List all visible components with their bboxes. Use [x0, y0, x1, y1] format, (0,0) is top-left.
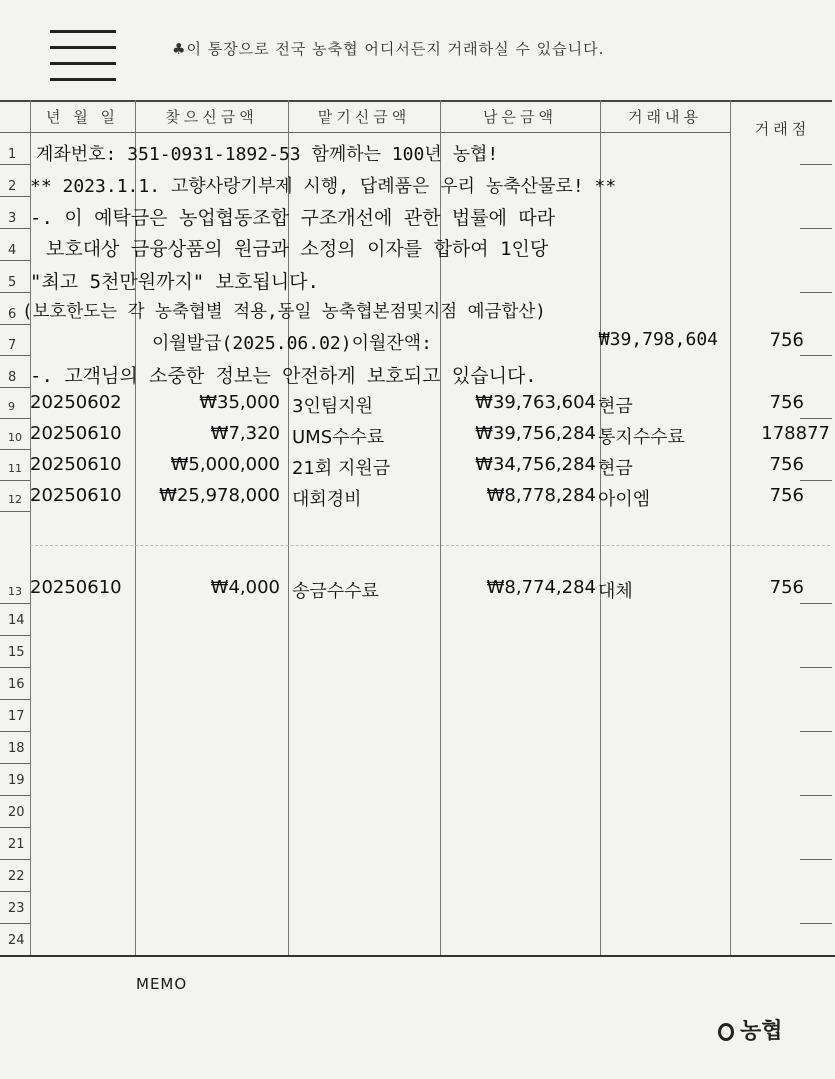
transaction-branch: 756 — [769, 577, 804, 598]
row-number: 4 — [8, 243, 17, 258]
memo-label: MEMO — [136, 975, 188, 993]
row-number: 20 — [8, 805, 25, 820]
row-number: 24 — [8, 933, 25, 948]
column-branch: 거래점 — [754, 120, 811, 138]
page-fold-separator — [30, 545, 830, 546]
transaction-date: 20250610 — [30, 454, 122, 475]
transaction-description: 통지수수료 — [598, 427, 685, 448]
transaction-balance: ₩34,756,284 — [475, 454, 596, 475]
brand-name: 농협 — [740, 1019, 783, 1044]
transaction-withdrawal: ₩7,320 — [210, 423, 280, 444]
row-number: 18 — [8, 741, 25, 756]
notice-line: ** 2023.1.1. 고향사랑기부제 시행, 답례품은 우리 농축산물로! ** — [30, 176, 617, 197]
transaction-withdrawal: ₩35,000 — [199, 392, 280, 413]
transaction-description: 현금 — [598, 458, 633, 479]
transaction-withdrawal: ₩4,000 — [210, 577, 280, 598]
account-number-line: 계좌번호: 351-0931-1892-53 함께하는 100년 농협! — [36, 144, 499, 165]
row-number: 5 — [8, 275, 17, 290]
transaction-description: 아이엠 — [598, 489, 651, 510]
row-number: 23 — [8, 901, 25, 916]
transaction-date: 20250602 — [30, 392, 122, 413]
notice-line: -. 이 예탁금은 농업협동조합 구조개선에 관한 법률에 따라 — [30, 207, 556, 229]
carryover-balance: ₩39,798,604 — [598, 329, 718, 350]
transaction-description: 대체 — [598, 581, 633, 602]
row-number: 6 — [8, 307, 17, 322]
transaction-balance: ₩39,756,284 — [475, 423, 596, 444]
transaction-withdrawal: ₩25,978,000 — [159, 485, 280, 506]
row-number: 15 — [8, 645, 25, 660]
row-number: 14 — [8, 613, 25, 628]
top-notice: ♣이 통장으로 전국 농축협 어디서든지 거래하실 수 있습니다. — [172, 40, 605, 58]
row-number: 16 — [8, 677, 25, 692]
transaction-branch: 756 — [769, 392, 804, 413]
carryover-branch: 756 — [769, 329, 804, 351]
notice-line: -. 고객님의 소중한 정보는 안전하게 보호되고 있습니다. — [30, 365, 537, 387]
transaction-memo: UMS수수료 — [292, 427, 385, 448]
column-balance: 남은금액 — [483, 108, 557, 126]
transaction-balance: ₩39,763,604 — [475, 392, 596, 413]
row-number: 7 — [8, 338, 17, 353]
row-number: 10 — [8, 431, 22, 444]
transaction-memo: 3인팀지원 — [292, 396, 374, 417]
transaction-date: 20250610 — [30, 577, 122, 598]
passbook-logo-lines — [50, 30, 116, 82]
row-number: 12 — [8, 493, 22, 506]
nonghyup-logo-icon — [718, 1023, 734, 1041]
notice-line: "최고 5천만원까지" 보호됩니다. — [30, 271, 319, 293]
row-number: 2 — [8, 179, 17, 194]
transaction-memo: 21회 지원금 — [292, 458, 391, 479]
transaction-balance: ₩8,778,284 — [486, 485, 596, 506]
transaction-memo: 송금수수료 — [292, 581, 379, 602]
notice-line: (보호한도는 각 농축협별 적용,동일 농축협본점및지점 예금합산) — [22, 302, 546, 322]
transaction-branch: 178877 — [761, 423, 830, 444]
row-number: 22 — [8, 869, 25, 884]
notice-line: 보호대상 금융상품의 원금과 소정의 이자를 합하여 1인당 — [46, 238, 549, 260]
row-number: 3 — [8, 211, 17, 226]
column-deposit: 맡기신금액 — [317, 108, 411, 126]
transaction-balance: ₩8,774,284 — [486, 577, 596, 598]
column-date: 년 월 일 — [45, 108, 119, 126]
row-number: 11 — [8, 462, 22, 475]
row-number: 1 — [8, 147, 17, 162]
transaction-memo: 대회경비 — [292, 489, 362, 510]
transaction-withdrawal: ₩5,000,000 — [170, 454, 280, 475]
column-description: 거래내용 — [628, 108, 702, 126]
transaction-date: 20250610 — [30, 423, 122, 444]
transaction-branch: 756 — [769, 485, 804, 506]
row-number: 19 — [8, 773, 25, 788]
row-number: 21 — [8, 837, 25, 852]
transaction-date: 20250610 — [30, 485, 122, 506]
row-number: 13 — [8, 585, 22, 598]
transaction-branch: 756 — [769, 454, 804, 475]
nonghyup-brand — [718, 1014, 783, 1045]
carryover-label: 이월발급(2025.06.02)이월잔액: — [152, 333, 432, 354]
row-number: 17 — [8, 709, 25, 724]
transaction-description: 현금 — [598, 396, 633, 417]
row-number: 9 — [8, 400, 15, 413]
column-withdrawal: 찾으신금액 — [165, 108, 258, 126]
row-number: 8 — [8, 370, 17, 385]
